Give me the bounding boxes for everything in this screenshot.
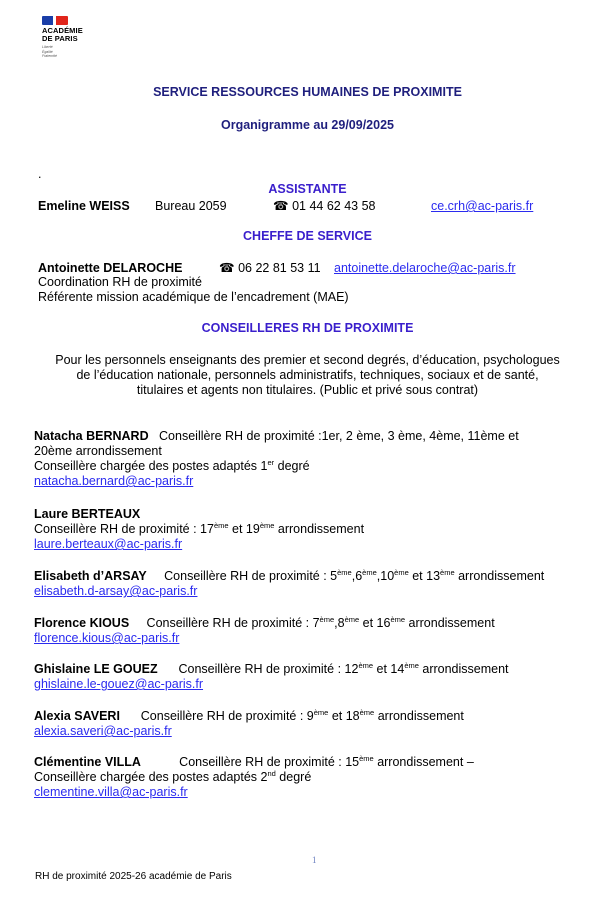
role-text: Conseillère RH de proximité : 9 <box>140 709 314 723</box>
footer-text: RH de proximité 2025-26 académie de Paris <box>35 871 232 882</box>
document-title: SERVICE RESSOURCES HUMAINES DE PROXIMITE <box>153 85 462 99</box>
role-text: et 14 <box>373 662 405 676</box>
cheffe-email-link[interactable]: antoinette.delaroche@ac-paris.fr <box>334 261 516 275</box>
conseillere-entry <box>34 709 464 739</box>
role-sup: ème <box>344 615 360 624</box>
assistante-name: Emeline WEISS <box>38 199 130 213</box>
role-text: ,8 <box>334 616 345 630</box>
conseillere-email-link[interactable]: natacha.bernard@ac-paris.fr <box>34 474 194 488</box>
section-heading-cheffe: CHEFFE DE SERVICE <box>243 229 372 243</box>
conseillere-email-link[interactable]: ghislaine.le-gouez@ac-paris.fr <box>34 677 204 691</box>
role-sup: ème <box>404 661 419 670</box>
conseillere-entry <box>34 429 519 489</box>
intro-line: titulaires et agents non titulaires. (Public et privé sous contrat) <box>136 383 479 397</box>
page-number: 1 <box>312 855 317 865</box>
section-heading-conseilleres: CONSEILLERES RH DE PROXIMITE <box>201 321 414 335</box>
extra-sup: er <box>267 458 275 467</box>
role-sup: ème <box>390 615 406 624</box>
assistante-email-link[interactable]: ce.crh@ac-paris.fr <box>431 199 534 213</box>
conseillere-name: Natacha BERNARD <box>34 429 149 443</box>
role-sup: ème <box>213 521 229 530</box>
role-sup: ème <box>259 521 275 530</box>
conseillere-name: Alexia SAVERI <box>34 709 120 723</box>
role-sup: ème <box>359 754 374 763</box>
logo-line-1: ACADÉMIE <box>42 26 83 35</box>
conseillere-role <box>147 616 495 630</box>
academie-logo <box>42 16 102 59</box>
conseillere-name: Florence KIOUS <box>34 616 130 630</box>
extra-text: Conseillère chargée des postes adaptés 2 <box>34 770 268 784</box>
conseillere-name: Elisabeth d’ARSAY <box>34 569 147 583</box>
motto-line: Fraternité <box>42 54 57 58</box>
cheffe-role-coordination: Coordination RH de proximité <box>38 275 202 289</box>
assistante-phone-block <box>273 199 375 214</box>
logo-text <box>42 27 102 43</box>
role-text: arrondissement <box>418 662 509 676</box>
conseillere-extra-role <box>34 770 474 785</box>
role-text: et 18 <box>328 709 360 723</box>
conseillere-email-link[interactable]: laure.berteaux@ac-paris.fr <box>34 537 183 551</box>
cheffe-name: Antoinette DELAROCHE <box>38 261 183 275</box>
role-text: arrondissement – <box>373 755 474 769</box>
motto-line: Liberté <box>42 45 53 49</box>
role-text: et 16 <box>359 616 391 630</box>
role-text: arrondissement <box>405 616 495 630</box>
role-sup: ème <box>359 708 375 717</box>
extra-text: Conseillère chargée des postes adaptés 1 <box>34 459 268 473</box>
role-sup: ème <box>440 568 455 577</box>
conseillere-role <box>141 709 464 723</box>
role-sup: ème <box>319 615 335 624</box>
logo-line-2: DE PARIS <box>42 34 78 43</box>
cheffe-phone: 06 22 81 53 11 <box>238 261 321 275</box>
intro-line: de l’éducation nationale, personnels administratifs, techniques, sociaux et de santé, <box>76 368 539 382</box>
role-text: et 13 <box>408 569 441 583</box>
intro-line: Pour les personnels enseignants des premier et second degrés, d’éducation, psychologues <box>55 353 560 367</box>
conseillere-email-link[interactable]: elisabeth.d-arsay@ac-paris.fr <box>34 584 198 598</box>
conseillere-entry <box>34 507 364 552</box>
role-text: Conseillère RH de proximité : 12 <box>178 662 359 676</box>
assistante-office: Bureau 2059 <box>155 199 227 213</box>
conseillere-email-link[interactable]: alexia.saveri@ac-paris.fr <box>34 724 172 738</box>
extra-sup: nd <box>267 769 276 778</box>
role-sup: ème <box>313 708 329 717</box>
phone-icon: ☎ <box>273 199 289 213</box>
role-text: Conseillère RH de proximité : 7 <box>146 616 320 630</box>
conseillere-entry <box>34 755 474 800</box>
conseillere-email-link[interactable]: florence.kious@ac-paris.fr <box>34 631 180 645</box>
role-text: arrondissement <box>274 522 365 536</box>
stray-dot: . <box>38 167 42 181</box>
conseillere-email-link[interactable]: clementine.villa@ac-paris.fr <box>34 785 188 799</box>
role-sup: ème <box>362 568 377 577</box>
conseillere-entry <box>34 569 544 599</box>
conseillere-name: Ghislaine LE GOUEZ <box>34 662 158 676</box>
role-text: Conseillère RH de proximité : 15 <box>179 755 360 769</box>
assistante-phone: 01 44 62 43 58 <box>292 199 376 213</box>
conseillere-role <box>164 569 544 583</box>
role-text: ,10 <box>376 569 395 583</box>
conseillere-entry <box>34 616 495 646</box>
role-text: arrondissement <box>454 569 545 583</box>
conseillere-extra-role <box>34 459 519 474</box>
conseillere-role <box>178 662 508 676</box>
conseillere-name: Clémentine VILLA <box>34 755 141 769</box>
role-sup: ème <box>358 661 374 670</box>
role-text: ,6 <box>351 569 363 583</box>
role-text: et 19 <box>228 522 260 536</box>
conseillere-name: Laure BERTEAUX <box>34 507 141 521</box>
role-text: Conseillère RH de proximité : 17 <box>34 522 214 536</box>
extra-text: degré <box>275 770 312 784</box>
conseillere-role: Conseillère RH de proximité :1er, 2 ème, 3 ème, 4ème, 11ème et <box>159 429 519 443</box>
extra-text: degré <box>274 459 310 473</box>
conseillere-entry <box>34 662 509 692</box>
phone-icon: ☎ <box>219 261 235 275</box>
role-sup: ème <box>394 568 409 577</box>
cheffe-role-mae: Référente mission académique de l’encadrement (MAE) <box>38 290 349 304</box>
conseillere-role <box>179 755 474 769</box>
cheffe-phone-block <box>219 261 321 276</box>
role-text: arrondissement <box>374 709 464 723</box>
role-sup: ème <box>337 568 352 577</box>
document-subtitle: Organigramme au 29/09/2025 <box>220 118 394 132</box>
conseilleres-intro <box>30 353 585 398</box>
section-heading-assistante: ASSISTANTE <box>268 182 347 196</box>
marianne-flag-icon <box>42 16 68 25</box>
conseillere-role-cont: 20ème arrondissement <box>34 444 162 458</box>
logo-motto <box>42 45 102 59</box>
conseillere-role <box>34 522 364 537</box>
role-text: Conseillère RH de proximité : 5 <box>164 569 338 583</box>
motto-line: Égalité <box>42 49 53 54</box>
